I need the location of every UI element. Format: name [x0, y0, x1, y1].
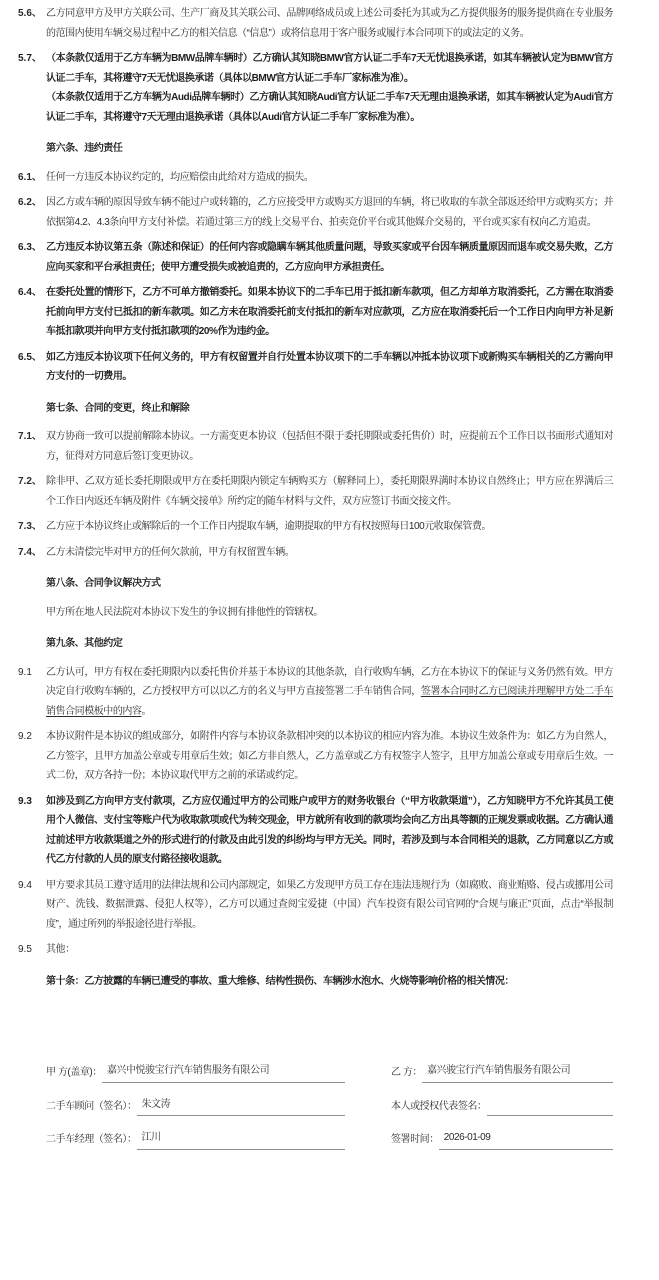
clause-text-audi: （本条款仅适用于乙方车辆为Audi品牌车辆时）乙方确认其知晓Audi官方认证二手车7天无理由退换承诺，如其车辆被认定为Audi官方认证二手车，其将遵守7天无理由退换承诺（具体以Audi官方认证二手车厂家标准为准）。 [46, 92, 613, 123]
section-heading-9: 第九条、其他约定 [46, 638, 123, 649]
clause-number: 6.2、 [18, 197, 42, 208]
party-b-company-name: 嘉兴骏宝行汽车销售服务有限公司 [422, 1061, 613, 1083]
clause-text: 因乙方或车辆的原因导致车辆不能过户或转籍的，乙方应接受甲方或购买方退回的车辆，将已收取的车款全部返还给甲方或购买方；并依据第4.2、4.3条向甲方支付补偿。若通过第三方的线上交易平台、拍卖竞价平台或其他媒介交易的，平台或买家有权向乙方追责。 [46, 197, 613, 228]
clause-7-1 [18, 427, 613, 466]
signature-row-parties [46, 1061, 613, 1083]
clause-text: 本协议附件是本协议的组成部分，如附件内容与本协议条款相冲突的以本协议的相应内容为准。本协议生效条件为：如乙方为自然人，乙方签字，且甲方加盖公章或专用章后生效；如乙方非自然人，乙方盖章或乙方有权签字人签字，且甲方加盖公章或专用章后生效。一式二份，双方各持一份；本协议取代甲方之前的承诺或约定。 [46, 731, 613, 781]
party-a-label: 甲 方(盖章)： [46, 1067, 102, 1078]
clause-number: 9.4 [18, 879, 32, 891]
clause-number: 9.1 [18, 666, 32, 678]
clause-text-underlined: 签署本合同时乙方已阅读并理解甲方处二手车销售合同模板中的内容 [46, 686, 614, 717]
clause-text: 乙方同意甲方及甲方关联公司、生产厂商及其关联公司、品牌网络成员或上述公司委托为其或为乙方提供服务的服务提供商在专业服务的范围内使用车辆交易过程中乙方的相关信息（“信息”）或将信息用于客户服务或履行本合同项下的或法定的义务。 [46, 8, 613, 39]
clause-9-1 [18, 663, 614, 722]
clause-6-3 [18, 238, 613, 277]
signature-row-manager [46, 1128, 613, 1150]
clause-6-2 [18, 193, 613, 232]
signature-block [46, 1061, 613, 1150]
clause-number: 7.3、 [18, 521, 42, 532]
clause-7-2 [18, 472, 613, 511]
clause-number: 7.2、 [18, 476, 42, 487]
clause-number: 7.1、 [18, 431, 42, 442]
clause-text-bmw: （本条款仅适用于乙方车辆为BMW品牌车辆时）乙方确认其知晓BMW官方认证二手车7天无忧退换承诺，如其车辆被认定为BMW官方认证二手车，其将遵守7天无忧退换承诺（具体以BMW官方认证二手车厂家标准为准）。 [46, 53, 613, 84]
clause-text: 双方协商一致可以提前解除本协议。一方需变更本协议（包括但不限于委托期限或委托售价）时，应提前五个工作日以书面形式通知对方，征得对方同意后签订变更协议。 [46, 431, 613, 462]
clause-text-plain: 乙方认可，甲方有权在委托期限内以委托售价并基于本协议的其他条款，自行收购车辆，乙方在本协议下的保证与义务仍然有效。甲方决定自行收购车辆的，乙方授权甲方可以以乙方的名义与甲方直接签署二手车销售合同， [46, 666, 613, 697]
clause-number: 9.5 [18, 944, 32, 955]
clause-text-end: 。 [141, 705, 152, 717]
clause-number: 7.4、 [18, 546, 42, 558]
section-heading-10: 第十条：乙方披露的车辆已遭受的事故、重大维修、结构性损伤、车辆涉水泡水、火烧等影响价格的相关情况： [46, 975, 514, 987]
clause-5-6 [18, 4, 613, 43]
clause-number: 9.3 [18, 795, 32, 807]
clause-text: 在委托处置的情形下，乙方不可单方撤销委托。如果本协议下的二手车已用于抵扣新车款项，但乙方却单方取消委托，乙方需在取消委托前向甲方支付已抵扣的新车款项。如乙方未在取消委托前支付抵扣的新车对应款项，乙方应在取消委托后一个工作日内向甲方补足新车抵扣款项并向甲方支付抵扣款项的20%作为违约金。 [46, 287, 613, 337]
party-a-field [46, 1061, 345, 1083]
clause-6-1 [18, 168, 613, 188]
clause-6-5 [18, 348, 613, 387]
used-car-manager-label: 二手车经理（签名）： [46, 1134, 137, 1145]
clause-text: 除非甲、乙双方延长委托期限或甲方在委托期限内锁定车辆购买方（解释同上），委托期限界满时本协议自然终止；甲方应在界满后三个工作日内返还车辆及附件《车辆交接单》所约定的随车材料与文件，双方应签订书面交接文件。 [46, 476, 613, 507]
party-b-field [391, 1061, 613, 1083]
clause-9-2 [18, 727, 613, 786]
used-car-manager-signature: 江川 [137, 1128, 346, 1150]
used-car-advisor-signature: 朱文涛 [137, 1095, 346, 1117]
section-heading-8: 第八条、合同争议解决方式 [46, 578, 161, 589]
used-car-advisor-label: 二手车顾问（签名）： [46, 1100, 137, 1112]
clause-text: 如乙方违反本协议项下任何义务的，甲方有权留置并自行处置本协议项下的二手车辆以冲抵本协议项下或新购买车辆相关的乙方需向甲方支付的一切费用。 [46, 351, 613, 382]
clause-5-7 [18, 49, 613, 127]
clause-number: 9.2 [18, 731, 32, 742]
clause-text: 乙方应于本协议终止或解除后的一个工作日内提取车辆，逾期提取的甲方有权按照每日100元收取保管费。 [46, 521, 492, 532]
clause-9-5 [18, 940, 613, 960]
clause-number: 6.3、 [18, 242, 42, 253]
clause-7-3 [18, 517, 613, 537]
signature-row-advisor [46, 1095, 613, 1117]
authorized-representative-signature [487, 1097, 614, 1116]
party-a-company-name: 嘉兴中悦骏宝行汽车销售服务有限公司 [102, 1061, 345, 1083]
used-car-manager-field [46, 1128, 345, 1150]
clause-7-4 [18, 543, 613, 563]
clause-number: 5.7、 [18, 53, 42, 64]
used-car-advisor-field [46, 1095, 345, 1117]
clause-text: 其他： [46, 944, 75, 955]
clause-9-4 [18, 876, 613, 935]
clause-text: 乙方未清偿完毕对甲方的任何欠款前，甲方有权留置车辆。 [46, 546, 295, 558]
clause-text: 乙方违反本协议第五条（陈述和保证）的任何内容或隐瞒车辆其他质量问题，导致买家或平台因车辆质量原因而退车或交易失败，乙方应向买家和平台承担责任；使甲方遭受损失或被追责的，乙方应向甲方承担责任。 [46, 242, 613, 273]
clause-text: 甲方要求其员工遵守适用的法律法规和公司内部规定，如果乙方发现甲方员工存在违法违规行为（如腐败、商业贿赂、侵占或挪用公司财产、洗钱、数据泄露、侵犯人权等），乙方可以通过查阅宝爱捷（中国）汽车投资有限公司官网的“合规与廉正”页面，点击“举报制度”，通过所列的举报途径进行举报。 [46, 879, 613, 930]
clause-number: 6.5、 [18, 351, 42, 363]
signing-date-field [391, 1128, 613, 1150]
signing-date-label: 签署时间： [391, 1134, 439, 1145]
clause-number: 6.1、 [18, 171, 42, 183]
authorized-representative-label: 本人或授权代表签名： [391, 1100, 487, 1112]
clause-text: 如涉及到乙方向甲方支付款项，乙方应仅通过甲方的公司账户或甲方的财务收银台（“甲方收款渠道”），乙方知晓甲方不允许其员工使用个人微信、支付宝等账户代为收取款项或代为转交现金，甲方就所有收到的款项均会向乙方出具等额的正规发票或收据。乙方确认通过前述甲方收款渠道之外的形式进行的付款及由此引发的纠纷均与甲方无关。同时，若涉及到与本合同相关的退款，乙方同意以乙方或代乙方付款的人员的原支付路径接收退款。 [46, 795, 613, 865]
clause-9-3 [18, 792, 613, 870]
clause-text: 任何一方违反本协议约定的，均应赔偿由此给对方造成的损失。 [46, 171, 314, 183]
clause-number: 5.6、 [18, 8, 42, 19]
signing-date-value: 2026-01-09 [439, 1128, 613, 1150]
party-b-label: 乙 方： [391, 1067, 422, 1078]
clause-text [46, 663, 613, 722]
authorized-representative-field [391, 1095, 613, 1117]
section-heading-7: 第七条、合同的变更，终止和解除 [46, 402, 190, 414]
jurisdiction-paragraph: 甲方所在地人民法院对本协议下发生的争议拥有排他性的管辖权。 [46, 606, 323, 618]
section-heading-6: 第六条、违约责任 [46, 143, 123, 154]
clause-number: 6.4、 [18, 287, 42, 298]
clause-6-4 [18, 283, 613, 342]
